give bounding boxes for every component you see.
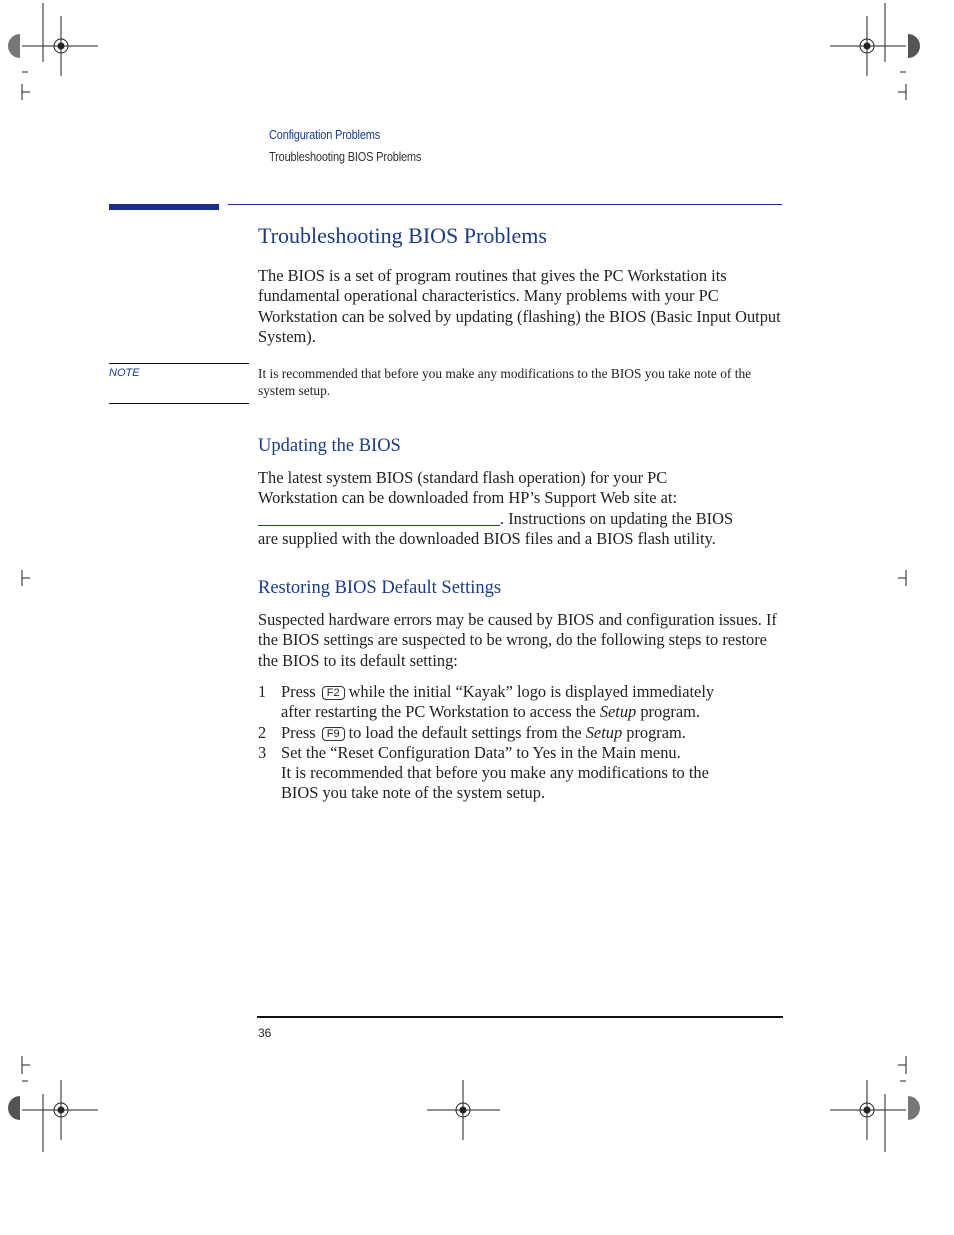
note-rule-bottom [109, 403, 249, 404]
updating-line-3: . Instructions on updating the BIOS [258, 509, 788, 529]
f9-key: F9 [322, 727, 345, 741]
section-bar-thick [109, 204, 219, 210]
updating-line-4: are supplied with the downloaded BIOS files and a BIOS flash utility. [258, 528, 716, 548]
note-label: NOTE [109, 367, 140, 379]
heading-updating-bios: Updating the BIOS [258, 436, 401, 456]
footer-rule [257, 1016, 783, 1018]
intro-paragraph: The BIOS is a set of program routines that gives the PC Workstation its fundamental operational characteristics. Many problems with your PC Workstation can be solved by updating (flashing) the BIOS (Basic Input Output System). [258, 266, 781, 346]
running-header-chapter: Configuration Problems [269, 128, 381, 142]
page-title: Troubleshooting BIOS Problems [258, 223, 547, 248]
updating-line-2: Workstation can be downloaded from HP’s Support Web site at: [258, 488, 678, 508]
page-number: 36 [258, 1026, 272, 1040]
running-header-section: Troubleshooting BIOS Problems [269, 150, 422, 164]
steps-list [258, 682, 788, 812]
step-1-number: 1 [258, 682, 267, 701]
note-rule-top [109, 363, 249, 364]
step-2-number: 2 [258, 722, 267, 742]
restoring-paragraph: Suspected hardware errors may be caused by BIOS and configuration issues. If the BIOS settings are suspected to be wrong, do the following steps to restore the BIOS to its default setting: [258, 610, 777, 670]
note-text: It is recommended that before you make any modifications to the BIOS you take note of the system setup. [258, 366, 752, 398]
heading-restoring-bios: Restoring BIOS Default Settings [258, 578, 502, 598]
updating-paragraph [258, 468, 788, 549]
step-3-number: 3 [258, 742, 267, 762]
section-bar-thin [228, 204, 782, 205]
updating-line-1: The latest system BIOS (standard flash operation) for your PC [258, 468, 668, 487]
support-web-link[interactable] [258, 511, 500, 526]
step-1: Press F2 while the initial “Kayak” logo is displayed immediately after restarting the PC Workstation to access the Setup program. [281, 682, 715, 722]
step-2: Press F9 to load the default settings from the Setup program. [281, 722, 686, 742]
step-3: Set the “Reset Configuration Data” to Yes in the Main menu. It is recommended that before you make any modifications to the BIOS you take note of the system setup. [281, 742, 709, 803]
f2-key: F2 [322, 686, 345, 700]
